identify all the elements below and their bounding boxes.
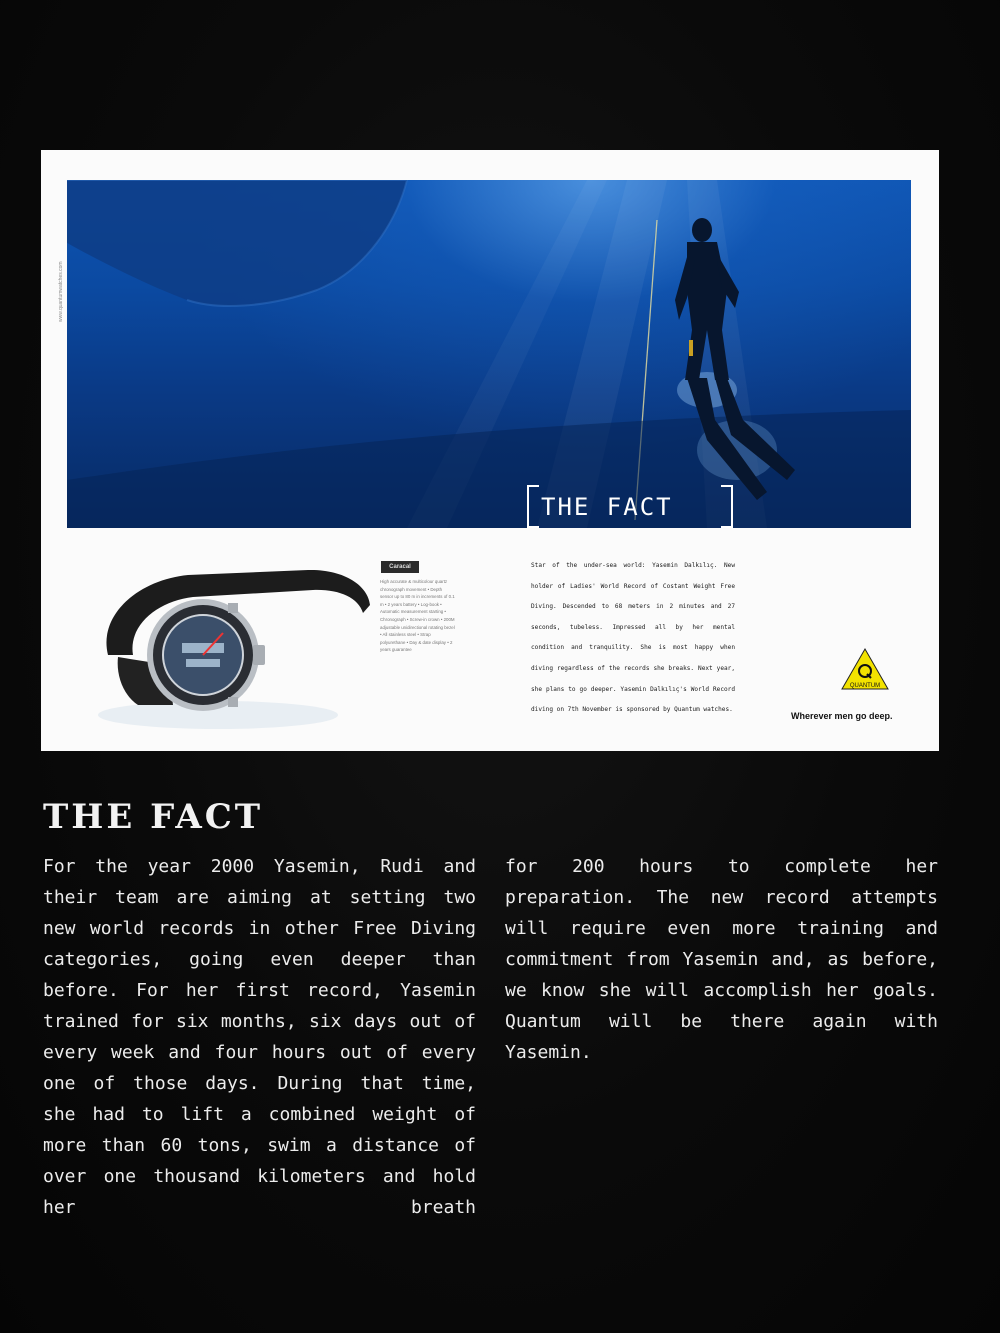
ad-website-url: www.quantumwatches.com bbox=[58, 261, 64, 322]
bracket-left bbox=[527, 485, 539, 528]
article-headline: THE FACT bbox=[43, 797, 264, 837]
article-column-left: For the year 2000 Yasemin, Rudi and their team are aiming at setting two new world records in other Free Diving categories, going even deeper than before. For her first record, Yasemin trained for six months, six days out of every week and four hours out of every one of those days. During that time, she had to lift a combined weight of more than 60 tons, swim a distance of over one thousand kilometers and hold her breath bbox=[43, 856, 476, 1218]
bracket-right bbox=[721, 485, 733, 528]
watch-specifications: High accurate & multicolour quartz chronograph movement • Depth sensor up to 80 m in increments of 0.1 m • 2 years battery • Log-book • Automatic measurement starting • Chronograph • Screw-in crown • 200M adjustable unidirectional rotating bezel • All stainless steel • Strap polyurethane • Day & date display • 2 years guarantee bbox=[380, 579, 455, 653]
quantum-logo bbox=[840, 647, 890, 691]
ad-body-copy: Star of the under-sea world: Yasemin Dalkılıç. New holder of Ladies' World Record of Costant Weight Free Diving. Descended to 68 meters in 2 minutes and 27 seconds, tubeless. Impressed all by her mental condition and tranquility. She is most happy when diving regardless of the records she breaks. Next year, she plans to go deeper. Yasemin Dalkılıç's World Record diving on 7th November is sponsored by Quantum watches. bbox=[531, 562, 735, 714]
svg-text:QUANTUM: QUANTUM bbox=[849, 683, 881, 689]
fact-tag bbox=[527, 485, 733, 528]
ad-slogan: Wherever men go deep. bbox=[791, 711, 893, 721]
fact-tag-text: THE FACT bbox=[541, 493, 673, 521]
underwater-scene-illustration bbox=[67, 180, 911, 528]
watch-image bbox=[78, 545, 378, 745]
watch-model-label: Caracal bbox=[381, 561, 419, 573]
underwater-photo bbox=[67, 180, 911, 528]
article-column-right: for 200 hours to complete her preparation. The new record attempts will require even more training and commitment from Yasemin and, as before, we know she will accomplish her goals. Quantum will be there again with Yasemin. bbox=[505, 856, 938, 1063]
